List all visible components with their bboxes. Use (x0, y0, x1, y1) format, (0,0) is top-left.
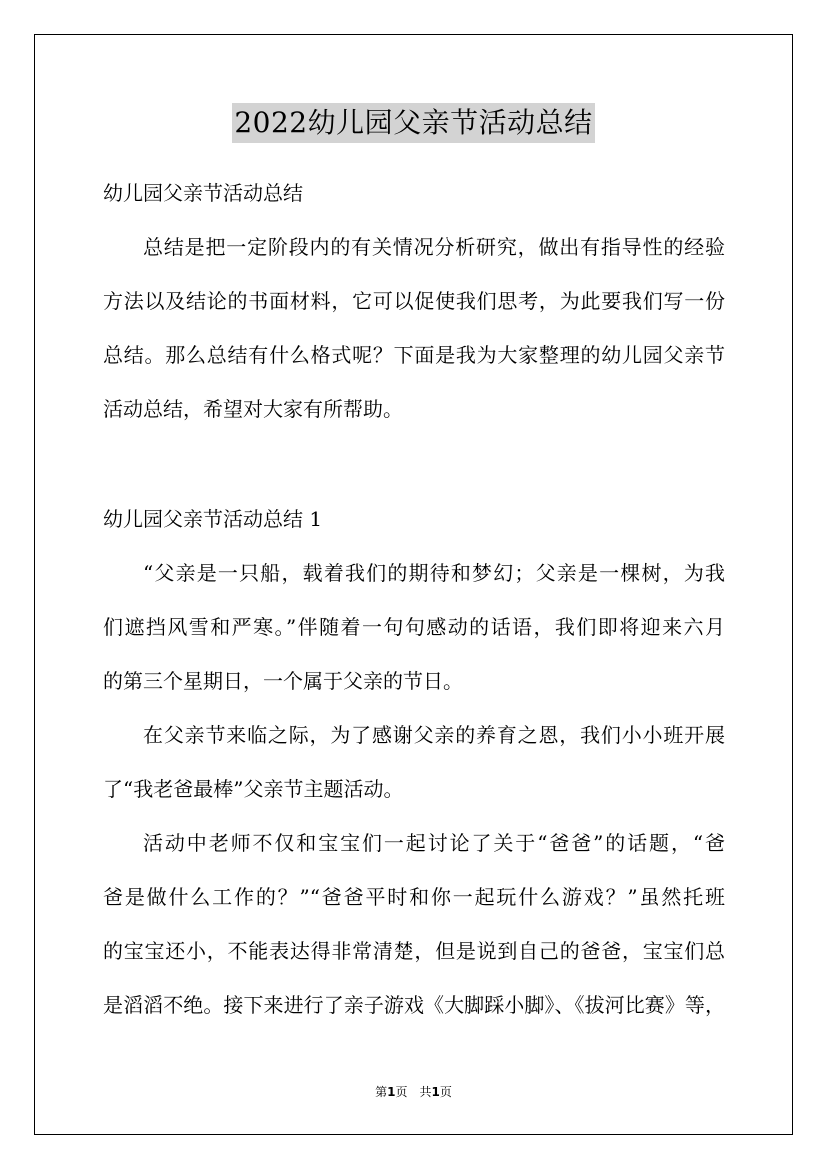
para1-line-1: “父亲是一只船，载着我们的期待和梦幻；父亲是一棵树，为我 (143, 561, 725, 585)
document-title: 2022幼儿园父亲节活动总结 (232, 103, 594, 143)
para2-line-2: 了“我老爸最棒”父亲节主题活动。 (103, 777, 404, 801)
document-subtitle: 幼儿园父亲节活动总结 (103, 181, 303, 205)
para1-line-2: 们遮挡风雪和严寒。”伴随着一句句感动的话语，我们即将迎来六月 (103, 615, 725, 639)
intro-line-4: 活动总结，希望对大家有所帮助。 (103, 397, 403, 421)
section-gap (103, 441, 725, 497)
para3-line-4: 是滔滔不绝。接下来进行了亲子游戏《大脚踩小脚》、《拔河比赛》等， (103, 993, 725, 1017)
para1-line-3: 的第三个星期日，一个属于父亲的节日。 (103, 669, 463, 693)
para3-line-3: 的宝宝还小，不能表达得非常清楚，但是说到自己的爸爸，宝宝们总 (103, 939, 725, 963)
para2-line-1: 在父亲节来临之际，为了感谢父亲的养育之恩，我们小小班开展 (143, 723, 725, 747)
title-container (0, 103, 827, 143)
footer-page-total: 1 (431, 1085, 440, 1099)
intro-line-3: 总结。那么总结有什么格式呢？下面是我为大家整理的幼儿园父亲节 (103, 343, 725, 367)
footer-page-current: 1 (387, 1085, 396, 1099)
document-body (103, 171, 725, 1037)
section-heading: 幼儿园父亲节活动总结 1 (103, 507, 323, 531)
footer-page-prefix: 第 (375, 1085, 388, 1099)
para3-line-2: 爸是做什么工作的？”“爸爸平时和你一起玩什么游戏？”虽然托班 (103, 885, 725, 909)
footer-page-suffix: 页 (439, 1085, 452, 1099)
intro-line-2: 方法以及结论的书面材料，它可以促使我们思考，为此要我们写一份 (103, 289, 725, 313)
intro-line-1: 总结是把一定阶段内的有关情况分析研究，做出有指导性的经验 (143, 235, 725, 259)
para3-line-1: 活动中老师不仅和宝宝们一起讨论了关于“爸爸”的话题，“爸 (143, 831, 725, 855)
page-footer (0, 1083, 827, 1100)
footer-page-mid: 页 共 (395, 1085, 432, 1099)
